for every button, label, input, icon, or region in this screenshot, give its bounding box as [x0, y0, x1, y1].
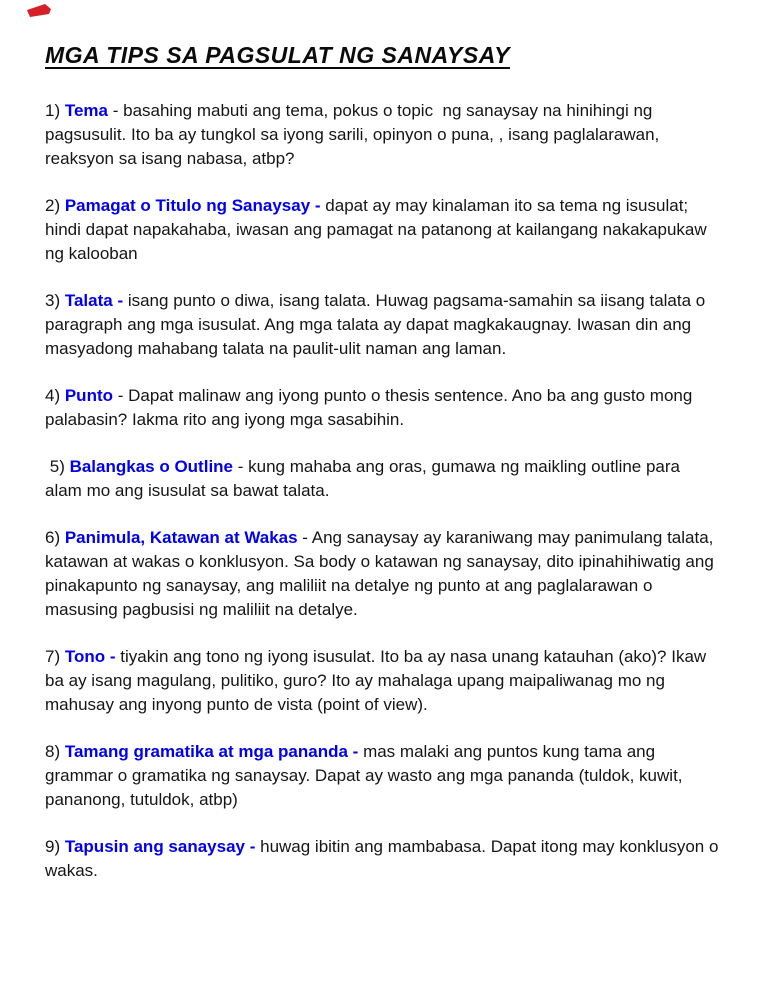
tip-item	[45, 194, 721, 266]
tip-term: Pamagat o Titulo ng Sanaysay	[64, 196, 311, 215]
document-content	[45, 42, 724, 906]
tip-number: 5)	[45, 457, 70, 476]
tip-item	[45, 740, 721, 812]
tip-number: 8)	[45, 742, 65, 761]
tip-item	[45, 526, 721, 622]
red-pen-stroke-icon	[26, 3, 52, 19]
tip-term: Talata	[64, 291, 113, 310]
tips-list	[45, 99, 724, 883]
tip-body: dapat ay may kinalaman ito sa tema ng isusulat; hindi dapat napakahaba, iwasan ang pamagat na patanong at kailangang nakakapukaw ng kalooban	[45, 196, 712, 263]
tip-dash: -	[112, 291, 128, 310]
tip-dash: -	[297, 528, 312, 547]
tip-term: Tapusin ang sanaysay	[64, 837, 245, 856]
tip-dash: -	[310, 196, 326, 215]
tip-term: Panimula, Katawan at Wakas	[64, 528, 298, 547]
tip-term: Tema	[64, 101, 108, 120]
tip-number: 9)	[45, 837, 65, 856]
tip-term: Punto	[64, 386, 113, 405]
tip-item	[45, 99, 721, 171]
tip-body: mas malaki ang puntos kung tama ang grammar o gramatika ng sanaysay. Dapat ay wasto ang mga pananda (tuldok, kuwit, pananong, tutuldok, atbp)	[45, 742, 688, 809]
page-title: MGA TIPS SA PAGSULAT NG SANAYSAY	[45, 42, 510, 68]
tip-dash: -	[105, 647, 121, 666]
tip-body: kung mahaba ang oras, gumawa ng maikling outline para alam mo ang isusulat sa bawat talata.	[45, 457, 685, 500]
tip-dash: -	[233, 457, 249, 476]
tip-item	[45, 835, 724, 883]
tip-item	[45, 645, 721, 717]
tip-number: 4)	[45, 386, 65, 405]
tip-item	[45, 289, 721, 361]
tip-body: huwag ibitin ang mambabasa. Dapat itong may konklusyon o wakas.	[45, 837, 724, 880]
tip-body: Dapat malinaw ang iyong punto o thesis sentence. Ano ba ang gusto mong palabasin? Iakma rito ang iyong mga sasabihin.	[45, 386, 698, 429]
tip-dash: -	[245, 837, 261, 856]
tip-body: isang punto o diwa, isang talata. Huwag pagsama-samahin sa iisang talata o paragraph ang mga isusulat. Ang mga talata ay dapat magkakaugnay. Iwasan din ang masyadong mahabang talata na paulit-ulit naman ang laman.	[45, 291, 710, 358]
tip-dash: -	[113, 386, 129, 405]
tip-number: 3)	[45, 291, 65, 310]
tip-body: basahing mabuti ang tema, pokus o topic ng sanaysay na hinihingi ng pagsusulit. Ito ba ay tungkol sa iyong sarili, opinyon o puna, , isang paglalarawan, reaksyon sa isang nabasa, atbp?	[45, 101, 665, 168]
tip-term: Tamang gramatika at mga pananda	[64, 742, 348, 761]
tip-number: 6)	[45, 528, 65, 547]
tip-body: Ang sanaysay ay karaniwang may panimulang talata, katawan at wakas o konklusyon. Sa body o katawan ng sanaysay, dito ipinahihiwatig ang pinakapunto ng sanaysay, ang maliliit na detalye ng punto at ang paglalarawan o masusing pagbusisi ng maliliit na detalye.	[45, 528, 719, 619]
tip-body: tiyakin ang tono ng iyong isusulat. Ito ba ay nasa unang katauhan (ako)? Ikaw ba ay isang magulang, pulitiko, guro? Ito ay mahalaga upang maipaliwanag mo ng mahusay ang inyong punto de vista (point of view).	[45, 647, 711, 714]
tip-term: Balangkas o Outline	[69, 457, 234, 476]
tip-dash: -	[347, 742, 364, 761]
tip-number: 1)	[45, 101, 65, 120]
tip-item	[45, 455, 721, 503]
tip-dash: -	[108, 101, 124, 120]
tip-term: Tono	[64, 647, 106, 666]
tip-number: 7)	[45, 647, 65, 666]
tip-item	[45, 384, 721, 432]
tip-number: 2)	[45, 196, 65, 215]
